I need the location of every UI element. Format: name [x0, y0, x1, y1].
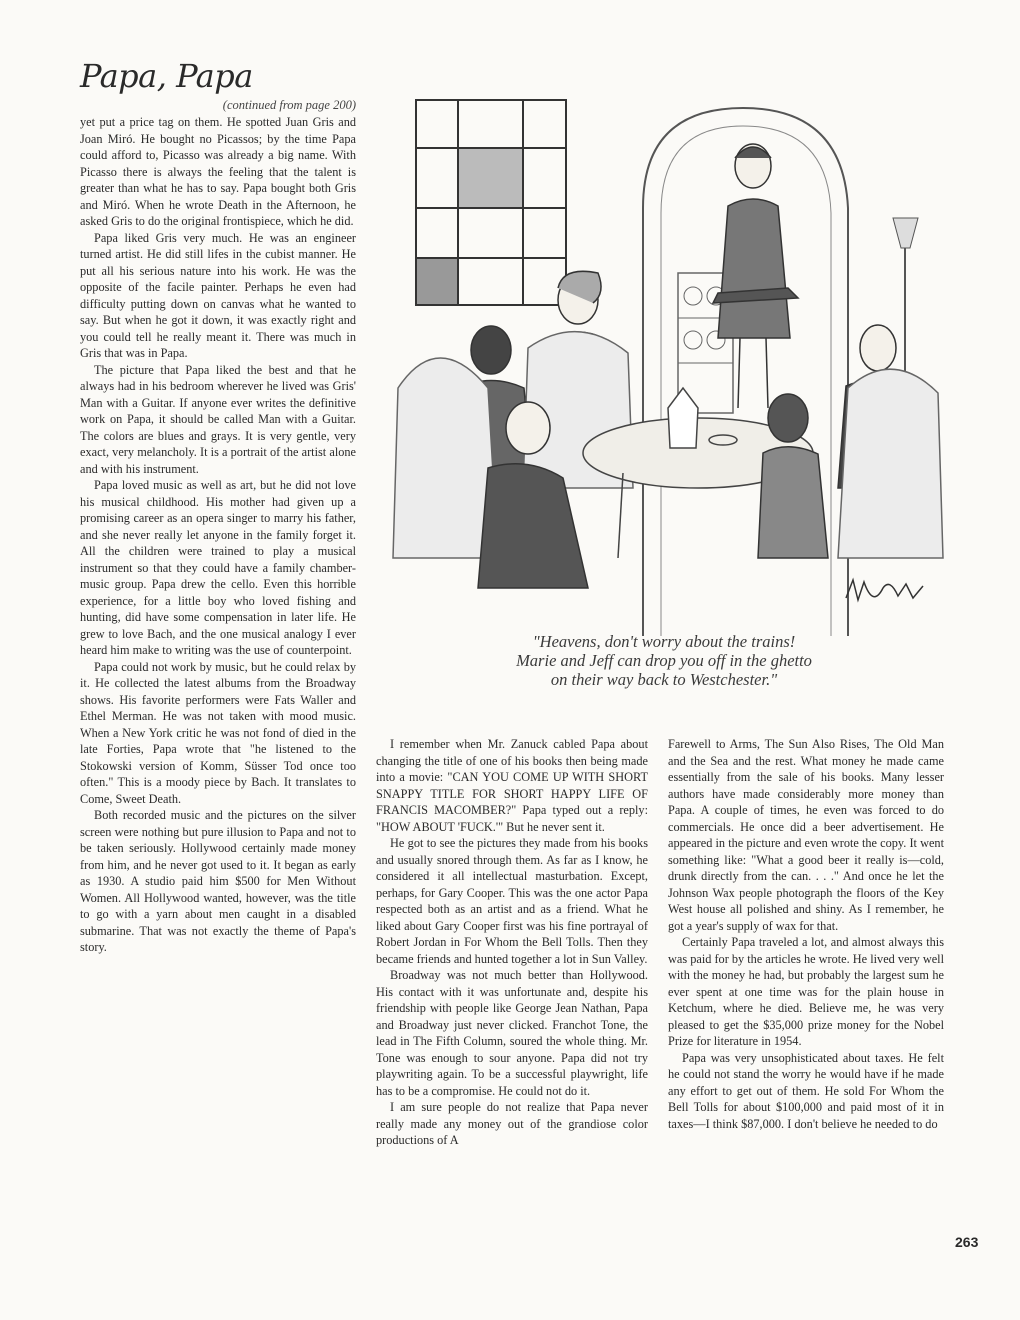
- cartoon-illustration: [378, 88, 950, 636]
- cartoon-caption: [378, 632, 950, 689]
- paragraph: Both recorded music and the pictures on the silver screen were nothing but pure illusion to Papa and not to be taken seriously. Hollywood certainly made money from him, and he never got used to it. It began as early as 1930. A studio paid him $500 for Men Without Women. All Hollywood wanted, however, was the title to go with a yarn about men caught in a disabled submarine. That was not exactly the theme of Papa's story.: [80, 808, 356, 954]
- page-number: 263: [955, 1234, 979, 1250]
- continued-note: (continued from page 200): [222, 98, 356, 112]
- caption-line: on their way back to Westchester.": [550, 670, 778, 689]
- left-column: [80, 57, 356, 956]
- hostess-figure: [713, 144, 798, 408]
- paragraph: Papa liked Gris very much. He was an engineer turned artist. He did still lifes in the cubist manner. He put all his serious nature into his work. He was the opposite of the facile painter. Perhaps he even had difficulty putting down on canvas what he wanted to say. But when he got it down, it was exactly right and you could tell he really meant it. There was much in Gris that was in Papa.: [80, 230, 356, 360]
- caption-line: Marie and Jeff can drop you off in the ghetto: [516, 651, 812, 670]
- paragraph: Papa loved music as well as art, but he did not love his musical childhood. His mother had given up a promising career as an opera singer to marry his father, and she never really let anyone in the family forget it. All the children were trained to play a musical instrument so that they could have a family chamber-music group. Papa drew the cello. Even this horrible experience, for a little boy who loved fishing and hunting, did have some compensation in later life. He grew to love Bach, and the one musical analogy I ever heard him make to writing was the use of counterpoint.: [80, 478, 356, 657]
- paragraph: Papa was very unsophisticated about taxes. He felt he could not stand the worry he would have if he made any effort to get out of them. He sold For Whom the Bell Tolls for about $100,000 and paid most of it in taxes—I think $87,000. I don't believe he needed to do: [668, 1050, 944, 1131]
- paragraph: Broadway was not much better than Hollywood. His contact with it was unfortunate and, despite his friendship with people like George Jean Nathan, Papa and Broadway just never clicked. Franchot Tone, the lead in The Fifth Column, soured the whole thing. Mr. Tone was enough to sour anyone. Papa did not try playwriting again. To be a successful playwright, life has to be a compromise. He could not do it.: [376, 968, 648, 1098]
- paragraph: I am sure people do not realize that Papa never really made any money out of the grandiose color productions of A: [376, 1100, 648, 1147]
- middle-column: [376, 736, 648, 1149]
- right-column: [668, 736, 944, 1132]
- caption-line: "Heavens, don't worry about the trains!: [532, 632, 796, 651]
- artist-signature: [846, 580, 923, 600]
- paragraph: The picture that Papa liked the best and that he always had in his bedroom wherever he lived was Gris' Man with a Guitar. If anyone ever writes the definitive work on Papa, it should be called Man with a Guitar. The colors are blues and grays. It is very gentle, very exact, very melancholy. It is a portrait of the artist alone and with his instrument.: [80, 362, 356, 476]
- paragraph: Papa could not work by music, but he could relax by it. He collected the latest albums from the Broadway shows. His favorite performers were Fats Waller and Ethel Merman. He was not taken with mood music. When a New York critic he was not fond of died in the late Forties, Papa wrote that "he listened to the Stokowski version of Komm, Süsser Tod once too often." This is a moody piece by Bach. It translates to Come, Sweet Death.: [80, 659, 356, 806]
- paragraph: Certainly Papa traveled a lot, and almost always this was paid for by the articles he wrote. He lived very well with the money he had, but probably the largest sum he ever spent at one time was for the plain house in Ketchum, where he died. Believe me, he was very pleased to get the $35,000 prize money for the Nobel Prize for literature in 1954.: [668, 935, 944, 1048]
- paragraph: He got to see the pictures they made from his books and usually snored through them. As far as I know, he considered it all intellectual masturbation. Except, perhaps, for Gary Cooper. This was the one actor Papa respected both as an artist and as a friend. What he liked about Gary Cooper first was his fine portrayal of Robert Jordan in For Whom the Bell Tolls. Then they became friends and hunted together a lot in Sun Valley.: [376, 836, 648, 966]
- article-title: Papa, Papa: [80, 57, 253, 95]
- paragraph: yet put a price tag on them. He spotted Juan Gris and Joan Miró. He bought no Picassos; by the time Papa could afford to, Picasso was already a big name. With Picasso there is always the feeling that the talent is greater than what he has to say. Papa bought both Gris and Miró. When he wrote Death in the Afternoon, he asked Gris to do the original frontispiece, which he did.: [80, 115, 356, 228]
- paragraph: Farewell to Arms, The Sun Also Rises, The Old Man and the Sea and the rest. What money he made came essentially from the sale of his books. Many lesser authors have made considerably more money than Papa. A couple of times, he even was forced to do commercials. He once did a beer advertisement. He appeared in the picture and even wrote the copy. It went something like: "What a good beer it really is—cold, drunk directly from the can. . . ." And once he let the Johnson Wax people photograph the floors of the Key West house all polished and shiny. As I remember, he got a year's supply of wax for that.: [668, 737, 944, 933]
- mondrian-painting: [416, 100, 566, 305]
- paragraph: I remember when Mr. Zanuck cabled Papa about changing the title of one of his books then being made into a movie: "CAN YOU COME UP WITH SHORT SNAPPY TITLE FOR SHORT HAPPY LIFE OF FRANCIS MACOMBER?" Papa typed out a reply: "HOW ABOUT 'FUCK.'" But he never sent it.: [376, 737, 648, 834]
- seated-woman-right-figure: [758, 394, 828, 558]
